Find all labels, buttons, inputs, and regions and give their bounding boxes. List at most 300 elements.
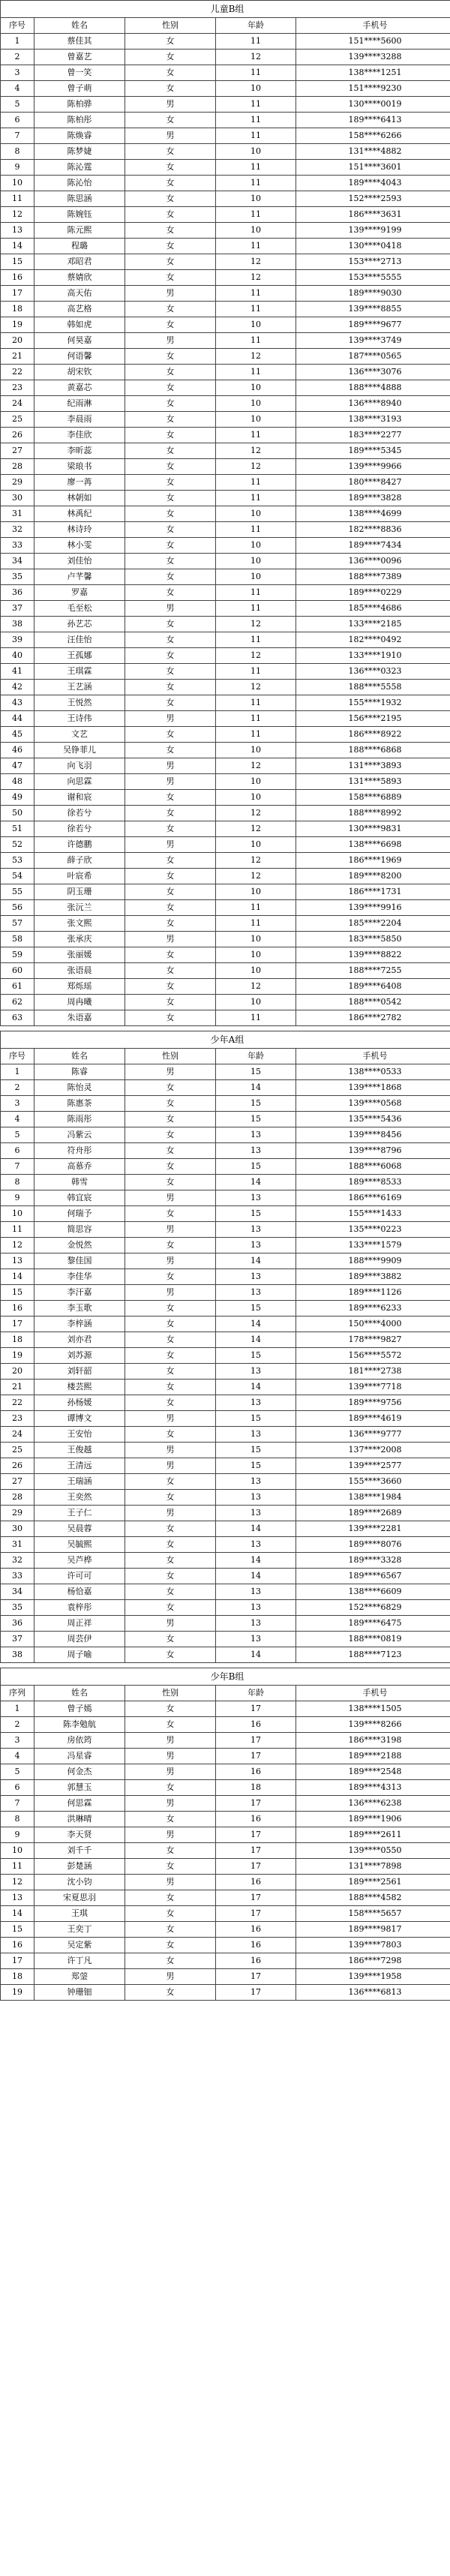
cell-age: 17: [216, 1843, 296, 1859]
cell-phone: 188****7123: [296, 1647, 450, 1663]
cell-age: 13: [216, 1584, 296, 1600]
cell-age: 11: [216, 113, 296, 128]
cell-phone: 139****9916: [296, 900, 450, 916]
cell-age: 15: [216, 1206, 296, 1222]
cell-gender: 女: [125, 65, 216, 81]
cell-phone: 188****7255: [296, 963, 450, 979]
cell-phone: 189****4043: [296, 176, 450, 191]
cell-gender: 女: [125, 680, 216, 695]
cell-phone: 139****8822: [296, 947, 450, 963]
cell-phone: 139****7803: [296, 1938, 450, 1953]
cell-id: 12: [1, 207, 34, 223]
cell-id: 16: [1, 1301, 34, 1317]
cell-age: 17: [216, 1827, 296, 1843]
table-row: [1, 1332, 450, 1348]
group-title: 儿童B组: [0, 0, 450, 17]
cell-phone: 189****2689: [296, 1506, 450, 1521]
cell-age: 11: [216, 65, 296, 81]
cell-name: 何语馨: [34, 349, 125, 365]
cell-age: 15: [216, 1443, 296, 1458]
cell-phone: 189****3328: [296, 1553, 450, 1569]
cell-phone: 189****6408: [296, 979, 450, 995]
cell-id: 34: [1, 554, 34, 569]
cell-age: 13: [216, 1600, 296, 1616]
cell-id: 1: [1, 1064, 34, 1080]
cell-id: 17: [1, 1953, 34, 1969]
cell-gender: 女: [125, 664, 216, 680]
column-header-gender: 性别: [125, 1686, 216, 1701]
cell-id: 23: [1, 380, 34, 396]
cell-id: 9: [1, 1190, 34, 1206]
cell-gender: 女: [125, 632, 216, 648]
cell-name: 黎佳国: [34, 1253, 125, 1269]
cell-name: 曾子嫣: [34, 1701, 125, 1717]
cell-id: 10: [1, 1843, 34, 1859]
cell-phone: 189****8076: [296, 1537, 450, 1553]
cell-gender: 女: [125, 743, 216, 758]
table-row: [1, 1584, 450, 1600]
cell-gender: 女: [125, 254, 216, 270]
table-row: [1, 1717, 450, 1733]
cell-gender: 女: [125, 176, 216, 191]
cell-name: 纪雨淋: [34, 396, 125, 412]
cell-phone: 139****8456: [296, 1127, 450, 1143]
table-row: [1, 428, 450, 443]
cell-gender: 女: [125, 270, 216, 286]
cell-phone: 189****9817: [296, 1922, 450, 1938]
cell-id: 38: [1, 1647, 34, 1663]
cell-gender: 女: [125, 869, 216, 884]
cell-id: 62: [1, 995, 34, 1010]
cell-id: 34: [1, 1584, 34, 1600]
cell-gender: 男: [125, 1222, 216, 1238]
cell-id: 31: [1, 1537, 34, 1553]
cell-phone: 189****0229: [296, 585, 450, 601]
group-table: [0, 1031, 450, 1663]
cell-id: 24: [1, 396, 34, 412]
cell-id: 61: [1, 979, 34, 995]
cell-name: 王诗伟: [34, 711, 125, 727]
table-row: [1, 1301, 450, 1317]
cell-phone: 139****1958: [296, 1969, 450, 1985]
cell-gender: 女: [125, 1317, 216, 1332]
cell-id: 9: [1, 1827, 34, 1843]
cell-gender: 女: [125, 380, 216, 396]
cell-gender: 男: [125, 1411, 216, 1427]
cell-gender: 女: [125, 1843, 216, 1859]
cell-name: 张语晨: [34, 963, 125, 979]
cell-age: 11: [216, 160, 296, 176]
cell-gender: 女: [125, 144, 216, 160]
group-table: [0, 1668, 450, 2001]
cell-gender: 女: [125, 522, 216, 538]
cell-id: 1: [1, 34, 34, 50]
cell-name: 洪琳晴: [34, 1812, 125, 1827]
cell-gender: 女: [125, 1096, 216, 1112]
cell-gender: 女: [125, 1112, 216, 1127]
table-row: [1, 1010, 450, 1026]
cell-id: 11: [1, 1859, 34, 1875]
cell-gender: 女: [125, 443, 216, 459]
cell-id: 14: [1, 1269, 34, 1285]
table-row: [1, 695, 450, 711]
cell-gender: 女: [125, 1632, 216, 1647]
cell-age: 11: [216, 97, 296, 113]
cell-gender: 女: [125, 569, 216, 585]
cell-id: 12: [1, 1238, 34, 1253]
cell-name: 张丽媛: [34, 947, 125, 963]
cell-id: 10: [1, 1206, 34, 1222]
table-row: [1, 1985, 450, 2001]
table-row: [1, 1843, 450, 1859]
cell-id: 10: [1, 176, 34, 191]
table-row: [1, 1780, 450, 1796]
cell-phone: 189****2548: [296, 1764, 450, 1780]
cell-gender: 男: [125, 333, 216, 349]
cell-name: 吴芦桦: [34, 1553, 125, 1569]
cell-name: 王瑞涵: [34, 1474, 125, 1490]
column-header-id: 序列: [1, 1686, 34, 1701]
table-row: [1, 1632, 450, 1647]
cell-name: 李天贤: [34, 1827, 125, 1843]
table-row: [1, 743, 450, 758]
cell-phone: 158****5657: [296, 1906, 450, 1922]
column-header-gender: 性别: [125, 18, 216, 34]
cell-gender: 女: [125, 1348, 216, 1364]
cell-gender: 女: [125, 1080, 216, 1096]
cell-age: 13: [216, 1427, 296, 1443]
cell-id: 22: [1, 365, 34, 380]
table-row: [1, 443, 450, 459]
cell-name: 高艺格: [34, 302, 125, 317]
cell-phone: 131****5893: [296, 774, 450, 790]
cell-phone: 138****1984: [296, 1490, 450, 1506]
cell-gender: 女: [125, 34, 216, 50]
cell-phone: 189****3828: [296, 491, 450, 506]
cell-age: 11: [216, 900, 296, 916]
cell-name: 罗嘉: [34, 585, 125, 601]
cell-phone: 139****3749: [296, 333, 450, 349]
cell-gender: 女: [125, 853, 216, 869]
cell-gender: 男: [125, 286, 216, 302]
cell-phone: 131****4882: [296, 144, 450, 160]
cell-gender: 女: [125, 1380, 216, 1395]
table-row: [1, 1112, 450, 1127]
cell-id: 59: [1, 947, 34, 963]
header-row: [1, 18, 450, 34]
table-row: [1, 1127, 450, 1143]
table-row: [1, 1238, 450, 1253]
cell-phone: 188****7389: [296, 569, 450, 585]
table-row: [1, 1812, 450, 1827]
cell-age: 14: [216, 1080, 296, 1096]
cell-gender: 女: [125, 396, 216, 412]
cell-name: 叶宸希: [34, 869, 125, 884]
table-row: [1, 34, 450, 50]
cell-gender: 女: [125, 1812, 216, 1827]
cell-age: 11: [216, 428, 296, 443]
cell-phone: 189****4313: [296, 1780, 450, 1796]
cell-gender: 男: [125, 97, 216, 113]
cell-name: 王俊越: [34, 1443, 125, 1458]
cell-name: 宋夏思羽: [34, 1890, 125, 1906]
cell-age: 11: [216, 585, 296, 601]
cell-name: 曾嘉艺: [34, 50, 125, 65]
table-row: [1, 254, 450, 270]
column-header-id: 序号: [1, 18, 34, 34]
cell-gender: 男: [125, 1796, 216, 1812]
cell-phone: 153****2713: [296, 254, 450, 270]
cell-gender: 女: [125, 317, 216, 333]
cell-id: 29: [1, 475, 34, 491]
table-row: [1, 349, 450, 365]
cell-name: 简思容: [34, 1222, 125, 1238]
table-row: [1, 774, 450, 790]
cell-gender: 女: [125, 459, 216, 475]
cell-name: 王奕然: [34, 1490, 125, 1506]
cell-age: 12: [216, 869, 296, 884]
cell-gender: 男: [125, 1443, 216, 1458]
cell-age: 17: [216, 1969, 296, 1985]
table-row: [1, 1253, 450, 1269]
cell-name: 徐若兮: [34, 806, 125, 821]
cell-age: 11: [216, 711, 296, 727]
cell-name: 高天佑: [34, 286, 125, 302]
table-row: [1, 270, 450, 286]
cell-name: 李梓涵: [34, 1317, 125, 1332]
cell-id: 4: [1, 81, 34, 97]
table-row: [1, 1364, 450, 1380]
cell-id: 24: [1, 1427, 34, 1443]
cell-gender: 女: [125, 1364, 216, 1380]
cell-id: 15: [1, 1922, 34, 1938]
cell-phone: 185****4686: [296, 601, 450, 617]
cell-name: 陈睿: [34, 1064, 125, 1080]
cell-phone: 189****2188: [296, 1749, 450, 1764]
cell-age: 13: [216, 1222, 296, 1238]
table-row: [1, 837, 450, 853]
cell-age: 13: [216, 1269, 296, 1285]
cell-name: 刘佳怡: [34, 554, 125, 569]
cell-id: 36: [1, 585, 34, 601]
cell-age: 10: [216, 396, 296, 412]
cell-age: 14: [216, 1647, 296, 1663]
cell-age: 13: [216, 1127, 296, 1143]
table-row: [1, 1080, 450, 1096]
cell-name: 陈焕睿: [34, 128, 125, 144]
cell-name: 何金杰: [34, 1764, 125, 1780]
cell-name: 陈柏骅: [34, 97, 125, 113]
cell-gender: 女: [125, 113, 216, 128]
cell-name: 谭博文: [34, 1411, 125, 1427]
cell-age: 13: [216, 1632, 296, 1647]
table-row: [1, 1159, 450, 1175]
cell-id: 11: [1, 191, 34, 207]
cell-name: 冯星睿: [34, 1749, 125, 1764]
cell-gender: 男: [125, 1875, 216, 1890]
table-row: [1, 790, 450, 806]
cell-gender: 男: [125, 1764, 216, 1780]
cell-gender: 女: [125, 554, 216, 569]
cell-name: 何昊嘉: [34, 333, 125, 349]
cell-name: 周正祥: [34, 1616, 125, 1632]
table-row: [1, 412, 450, 428]
cell-gender: 男: [125, 1064, 216, 1080]
cell-name: 陈惠茶: [34, 1096, 125, 1112]
cell-gender: 女: [125, 979, 216, 995]
column-header-name: 姓名: [34, 18, 125, 34]
cell-id: 38: [1, 617, 34, 632]
cell-phone: 136****8940: [296, 396, 450, 412]
cell-age: 17: [216, 1985, 296, 2001]
table-row: [1, 1458, 450, 1474]
cell-name: 孙杨媛: [34, 1395, 125, 1411]
cell-phone: 139****9199: [296, 223, 450, 239]
cell-name: 曾子萌: [34, 81, 125, 97]
cell-name: 张承庆: [34, 932, 125, 947]
cell-phone: 187****0565: [296, 349, 450, 365]
cell-phone: 135****0223: [296, 1222, 450, 1238]
cell-phone: 182****8836: [296, 522, 450, 538]
table-row: [1, 1938, 450, 1953]
cell-phone: 181****2738: [296, 1364, 450, 1380]
cell-age: 13: [216, 1490, 296, 1506]
cell-phone: 158****6889: [296, 790, 450, 806]
cell-name: 刘苏源: [34, 1348, 125, 1364]
table-row: [1, 1521, 450, 1537]
cell-age: 16: [216, 1922, 296, 1938]
cell-id: 25: [1, 412, 34, 428]
table-row: [1, 1906, 450, 1922]
cell-name: 孙艺芯: [34, 617, 125, 632]
cell-name: 楼芸熙: [34, 1380, 125, 1395]
cell-phone: 189****4619: [296, 1411, 450, 1427]
cell-id: 8: [1, 1812, 34, 1827]
cell-id: 33: [1, 538, 34, 554]
cell-phone: 139****0568: [296, 1096, 450, 1112]
cell-gender: 女: [125, 695, 216, 711]
cell-id: 44: [1, 711, 34, 727]
cell-gender: 女: [125, 506, 216, 522]
cell-name: 张文熙: [34, 916, 125, 932]
table-row: [1, 884, 450, 900]
header-row: [1, 1686, 450, 1701]
cell-phone: 155****1932: [296, 695, 450, 711]
cell-gender: 男: [125, 1190, 216, 1206]
cell-name: 何思霖: [34, 1796, 125, 1812]
cell-age: 11: [216, 286, 296, 302]
table-row: [1, 601, 450, 617]
cell-phone: 150****4000: [296, 1317, 450, 1332]
cell-age: 11: [216, 128, 296, 144]
cell-gender: 男: [125, 932, 216, 947]
cell-phone: 136****6238: [296, 1796, 450, 1812]
cell-id: 2: [1, 50, 34, 65]
cell-phone: 136****6813: [296, 1985, 450, 2001]
cell-name: 韩雪: [34, 1175, 125, 1190]
cell-name: 周芸伊: [34, 1632, 125, 1647]
cell-phone: 178****9827: [296, 1332, 450, 1348]
cell-age: 11: [216, 34, 296, 50]
table-row: [1, 664, 450, 680]
cell-id: 40: [1, 648, 34, 664]
cell-age: 14: [216, 1380, 296, 1395]
cell-name: 许丁凡: [34, 1953, 125, 1969]
cell-phone: 156****2195: [296, 711, 450, 727]
group-table: [0, 0, 450, 1026]
cell-id: 4: [1, 1749, 34, 1764]
cell-gender: 女: [125, 1985, 216, 2001]
cell-gender: 女: [125, 617, 216, 632]
cell-age: 15: [216, 1458, 296, 1474]
cell-gender: 女: [125, 1600, 216, 1616]
cell-age: 12: [216, 758, 296, 774]
cell-phone: 138****4699: [296, 506, 450, 522]
cell-age: 12: [216, 853, 296, 869]
cell-age: 11: [216, 239, 296, 254]
cell-phone: 138****0533: [296, 1064, 450, 1080]
cell-phone: 139****2281: [296, 1521, 450, 1537]
cell-name: 向思霖: [34, 774, 125, 790]
cell-age: 14: [216, 1569, 296, 1584]
table-row: [1, 1796, 450, 1812]
cell-phone: 138****3193: [296, 412, 450, 428]
cell-age: 14: [216, 1317, 296, 1332]
cell-id: 12: [1, 1875, 34, 1890]
cell-gender: 女: [125, 239, 216, 254]
table-row: [1, 191, 450, 207]
cell-id: 43: [1, 695, 34, 711]
cell-phone: 139****8855: [296, 302, 450, 317]
cell-phone: 189****8200: [296, 869, 450, 884]
cell-phone: 188****4582: [296, 1890, 450, 1906]
cell-gender: 女: [125, 1537, 216, 1553]
cell-name: 汪佳怡: [34, 632, 125, 648]
cell-age: 12: [216, 979, 296, 995]
table-row: [1, 1875, 450, 1890]
cell-phone: 189****6413: [296, 113, 450, 128]
cell-phone: 137****2008: [296, 1443, 450, 1458]
cell-age: 11: [216, 632, 296, 648]
cell-gender: 女: [125, 191, 216, 207]
table-row: [1, 1890, 450, 1906]
cell-gender: 女: [125, 1175, 216, 1190]
table-row: [1, 1922, 450, 1938]
cell-gender: 女: [125, 900, 216, 916]
table-row: [1, 522, 450, 538]
cell-name: 王子仁: [34, 1506, 125, 1521]
table-row: [1, 585, 450, 601]
cell-age: 16: [216, 1875, 296, 1890]
cell-id: 37: [1, 601, 34, 617]
cell-name: 毛至松: [34, 601, 125, 617]
cell-phone: 139****0550: [296, 1843, 450, 1859]
cell-phone: 151****9230: [296, 81, 450, 97]
cell-gender: 女: [125, 223, 216, 239]
cell-gender: 女: [125, 349, 216, 365]
cell-gender: 男: [125, 774, 216, 790]
cell-gender: 女: [125, 821, 216, 837]
cell-id: 53: [1, 853, 34, 869]
cell-id: 14: [1, 1906, 34, 1922]
cell-name: 陈思涵: [34, 191, 125, 207]
cell-name: 陈李勉航: [34, 1717, 125, 1733]
table-row: [1, 144, 450, 160]
cell-gender: 女: [125, 1780, 216, 1796]
cell-age: 17: [216, 1796, 296, 1812]
cell-phone: 188****4888: [296, 380, 450, 396]
cell-id: 18: [1, 1969, 34, 1985]
